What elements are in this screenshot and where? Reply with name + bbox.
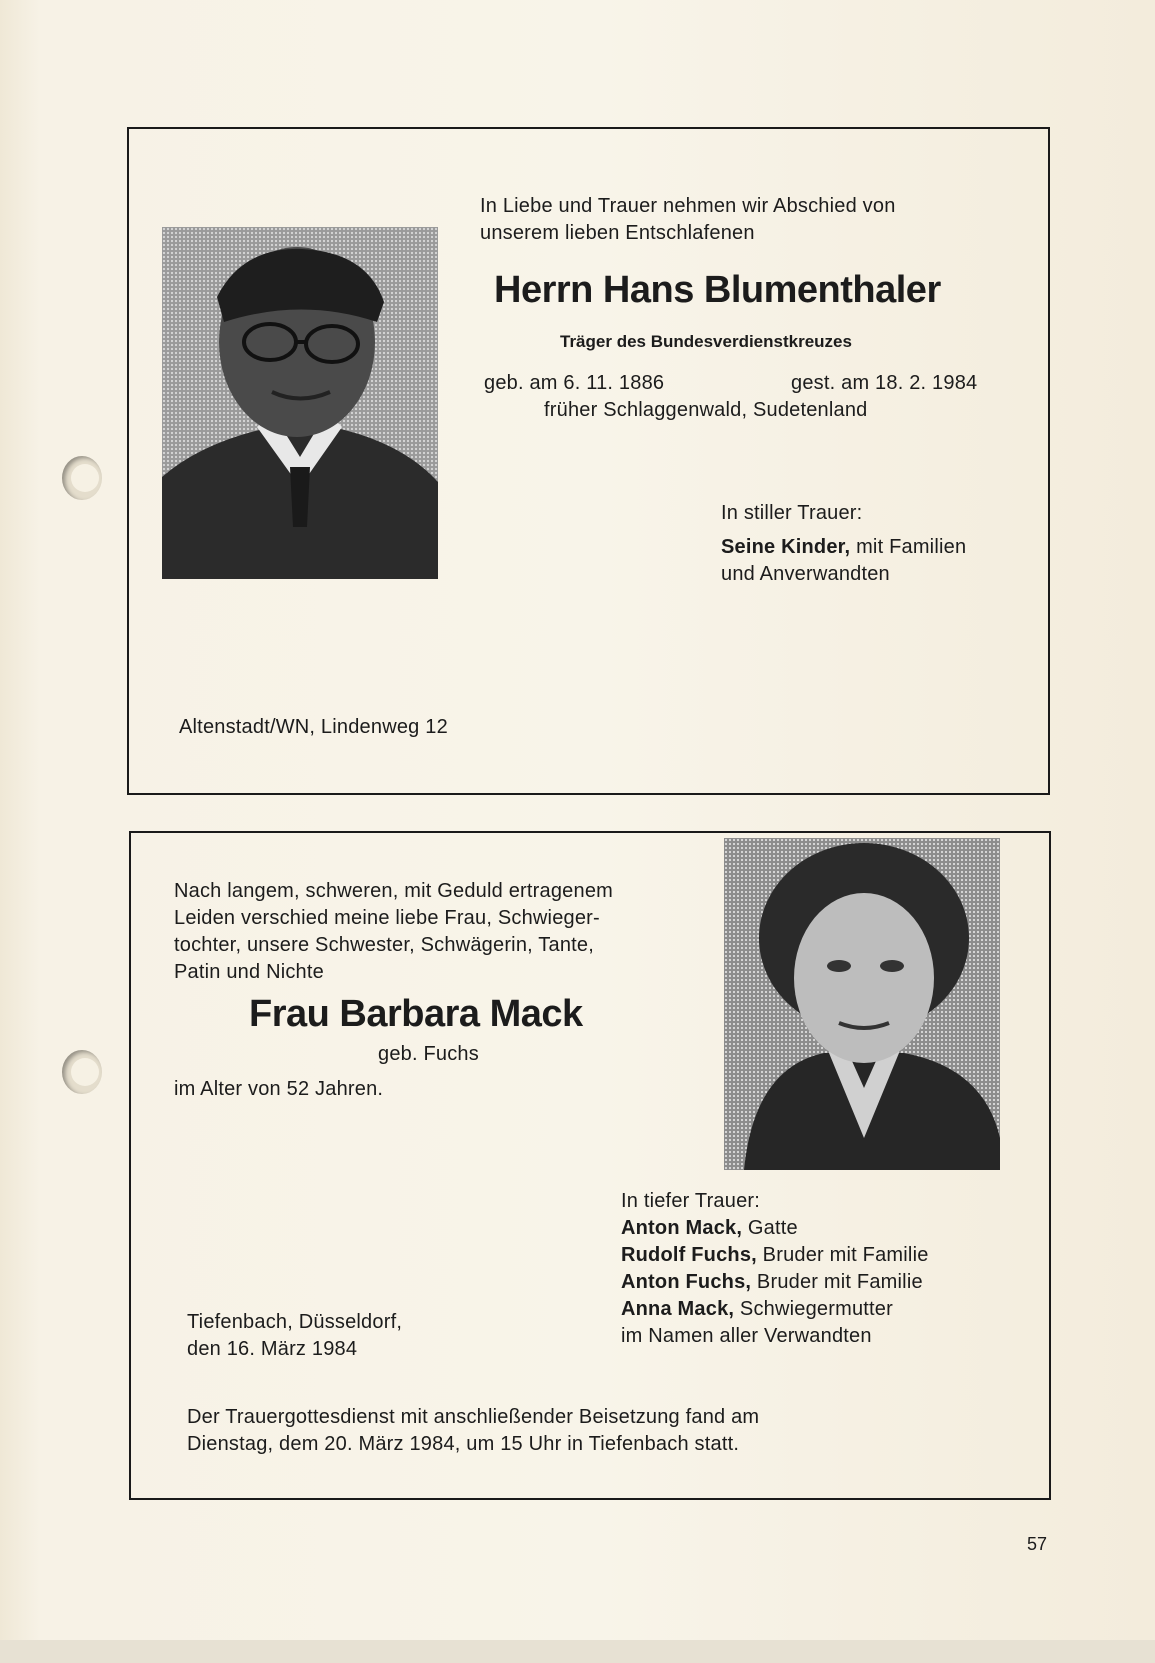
mourner-4 — [621, 1296, 893, 1323]
honor-title: Träger des Bundesverdienstkreuzes — [560, 332, 852, 351]
address-text: Altenstadt/WN, Lindenweg 12 — [179, 716, 448, 738]
mourner-name: Rudolf Fuchs, — [621, 1244, 757, 1266]
intro-text: In Liebe und Trauer nehmen wir Abschied von unserem lieben Entschlafenen — [480, 195, 896, 244]
obituary-notice-mack — [129, 831, 1051, 1500]
mourner-3 — [621, 1269, 923, 1296]
mourner-name: Anton Fuchs, — [621, 1271, 752, 1293]
mourners-rest: mit Familien — [850, 536, 967, 558]
service-text: Der Trauergottesdienst mit anschließender Beisetzung fand am Dienstag, dem 20. März 1984, um 15 Uhr in Tiefenbach statt. — [187, 1406, 760, 1455]
mourner-relation: Bruder mit Familie — [756, 1244, 929, 1266]
scan-edge — [0, 1640, 1155, 1663]
obituary-notice-blumenthaler — [127, 127, 1050, 795]
portrait-photo-woman — [724, 838, 1000, 1170]
deceased-name: Herrn Hans Blumenthaler — [494, 269, 941, 311]
mourner-name: Anton Mack, — [621, 1217, 743, 1239]
punch-hole-bottom — [62, 1050, 102, 1094]
page-number: 57 — [1027, 1534, 1048, 1554]
death-date: gest. am 18. 2. 1984 — [791, 372, 978, 394]
origin-text: früher Schlaggenwald, Sudetenland — [544, 399, 868, 421]
mourning-label: In tiefer Trauer: — [621, 1190, 761, 1212]
portrait-photo-man — [162, 227, 438, 579]
mourners-bold: Seine Kinder, — [721, 536, 851, 558]
deceased-name: Frau Barbara Mack — [249, 993, 583, 1035]
mourner-relation: Schwiegermutter — [734, 1298, 893, 1320]
birth-date: geb. am 6. 11. 1886 — [484, 372, 665, 394]
mourner-relation: Bruder mit Familie — [751, 1271, 923, 1293]
place-date: Tiefenbach, Düsseldorf, den 16. März 1984 — [187, 1311, 403, 1360]
maiden-name: geb. Fuchs — [378, 1043, 479, 1065]
mourner-relation: Gatte — [742, 1217, 798, 1239]
intro-text: Nach langem, schweren, mit Geduld ertragenem Leiden verschied meine liebe Frau, Schwieger- tochter, unsere Schwester, Schwägerin, Tante, Patin und Nichte — [174, 880, 614, 983]
mourners-line — [721, 534, 966, 561]
mourner-1 — [621, 1215, 798, 1242]
mourner-name: Anna Mack, — [621, 1298, 735, 1320]
mourner-2 — [621, 1242, 929, 1269]
mourners-line-2: und Anverwandten — [721, 563, 890, 585]
mourners-footer: im Namen aller Verwandten — [621, 1325, 872, 1347]
age-text: im Alter von 52 Jahren. — [174, 1078, 384, 1100]
punch-hole-top — [62, 456, 102, 500]
mourning-label: In stiller Trauer: — [721, 502, 863, 524]
